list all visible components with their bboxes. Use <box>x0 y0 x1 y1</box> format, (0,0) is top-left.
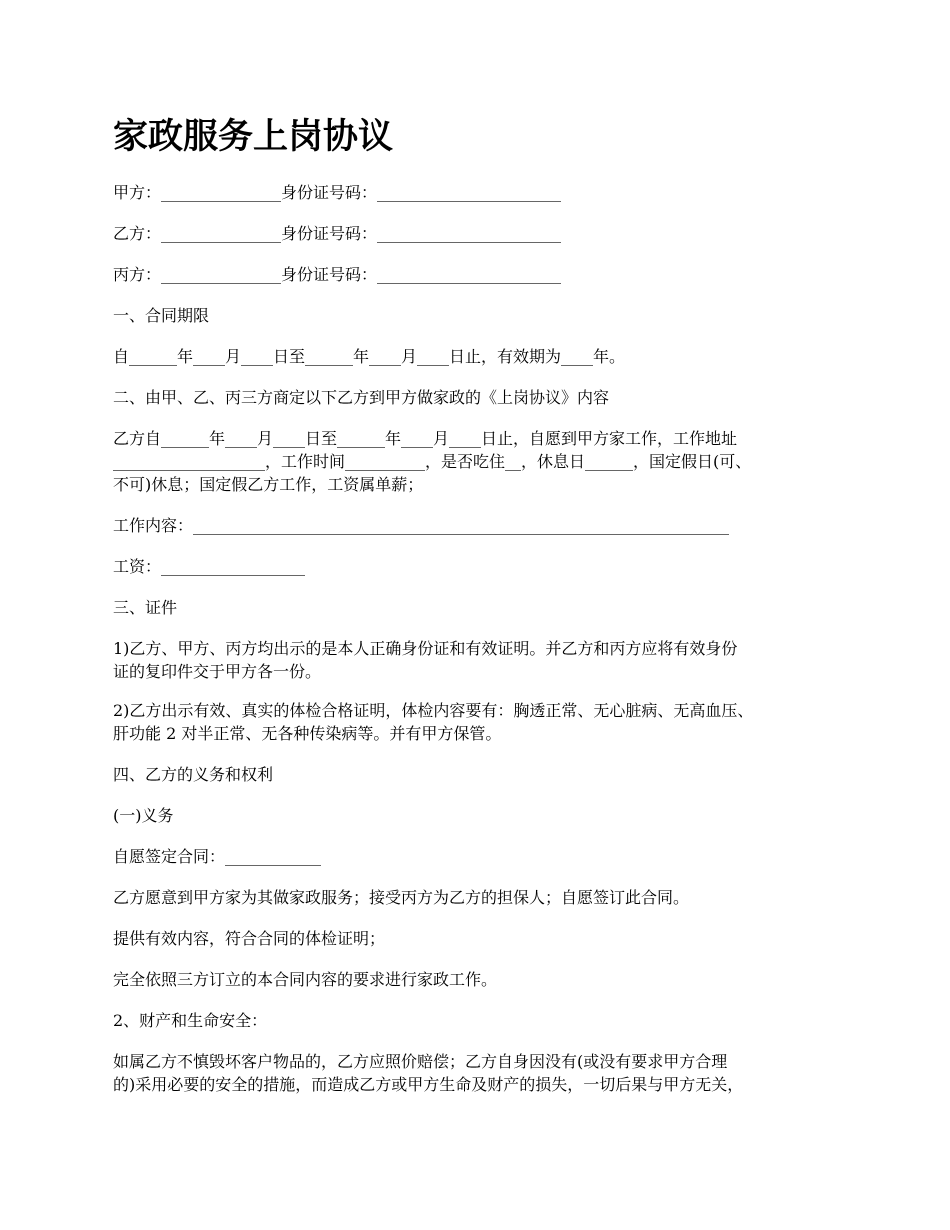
salary-line: 工资：__________________ <box>113 557 306 576</box>
subsection-heading-duties: (一)义务 <box>113 806 174 825</box>
section-heading-term: 一、合同期限 <box>113 306 210 325</box>
party-a-line: 甲方：_______________身份证号码：_______________________ <box>113 183 562 202</box>
duty-line-2: 提供有效内容，符合合同的体检证明； <box>113 929 386 948</box>
section-heading-documents: 三、证件 <box>113 598 178 617</box>
agreement-line-3: 不可)休息；国定假乙方工作，工资属单薪； <box>113 475 424 494</box>
document-title: 家政服务上岗协议 <box>113 116 394 157</box>
voluntary-signing-line: 自愿签定合同：____________ <box>113 847 322 866</box>
safety-line-1: 如属乙方不慎毁坏客户物品的，乙方应照价赔偿；乙方自身因没有(或没有要求甲方合理 <box>113 1052 728 1071</box>
duty-line-3: 完全依照三方订立的本合同内容的要求进行家政工作。 <box>113 970 498 989</box>
section-heading-obligations: 四、乙方的义务和权利 <box>113 765 274 784</box>
party-c-line: 丙方：_______________身份证号码：_______________________ <box>113 265 562 284</box>
term-dates-line: 自______年____月____日至______年____月____日止，有效期为____年。 <box>113 347 626 366</box>
section-heading-agreement: 二、由甲、乙、丙三方商定以下乙方到甲方做家政的《上岗协议》内容 <box>113 388 610 407</box>
documents-item-2-line-2: 肝功能 2 对半正常、无各种传染病等。并有甲方保管。 <box>113 724 502 743</box>
party-b-line: 乙方：_______________身份证号码：_______________________ <box>113 224 562 243</box>
documents-item-2-line-1: 2)乙方出示有效、真实的体检合格证明，体检内容要有：胸透正常、无心脏病、无高血压、 <box>113 701 754 720</box>
documents-item-1-line-2: 证的复印件交于甲方各一份。 <box>113 662 322 681</box>
safety-line-2: 的)采用必要的安全的措施，而造成乙方或甲方生命及财产的损失，一切后果与甲方无关， <box>113 1075 744 1094</box>
duty-line-1: 乙方愿意到甲方家为其做家政服务；接受丙方为乙方的担保人；自愿签订此合同。 <box>113 888 690 907</box>
work-content-line: 工作内容：___________________________________________________________________ <box>113 516 730 535</box>
documents-item-1-line-1: 1)乙方、甲方、丙方均出示的是本人正确身份证和有效证明。并乙方和丙方应将有效身份 <box>113 639 738 658</box>
agreement-line-1: 乙方自______年____月____日至______年____月____日止，自愿到甲方家工作，工作地址 <box>113 429 738 448</box>
subsection-heading-safety: 2、财产和生命安全： <box>113 1011 268 1030</box>
agreement-line-2: ___________________，工作时间__________，是否吃住__，休息日______，国定假日(可、 <box>113 452 752 471</box>
